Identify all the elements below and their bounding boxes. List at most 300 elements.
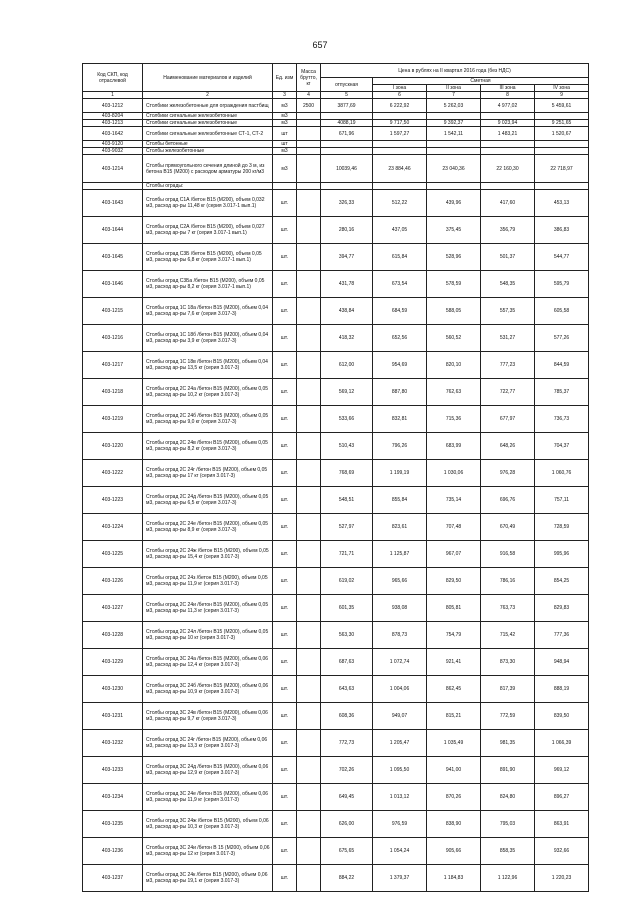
row-unit: м3 xyxy=(273,148,297,155)
header-zone4: IV зона xyxy=(535,85,589,92)
row-zone3-price: 795,03 xyxy=(481,811,535,838)
header-price-group: Цена в рублях на II квартал 2016 года (без НДС) xyxy=(321,64,589,78)
row-zone4-price xyxy=(535,148,589,155)
row-name: Столбы оград 1С 18в /бетон В15 (М200), объем 0,04 м3, расход ар-ры 13,5 кг (серия 3.017-3) xyxy=(143,352,273,379)
row-mass xyxy=(297,676,321,703)
row-zone4-price: 777,36 xyxy=(535,622,589,649)
row-zone2-price: 5 262,03 xyxy=(427,99,481,113)
row-zone3-price: 1 122,96 xyxy=(481,865,535,892)
row-mass xyxy=(297,155,321,183)
row-zone2-price: 820,10 xyxy=(427,352,481,379)
header-zone2: II зона xyxy=(427,85,481,92)
row-unit: шт. xyxy=(273,244,297,271)
row-zone3-price: 356,79 xyxy=(481,217,535,244)
row-zone1-price: 1 125,87 xyxy=(373,541,427,568)
row-release-price: 563,30 xyxy=(321,622,373,649)
row-release-price: 527,97 xyxy=(321,514,373,541)
table-row xyxy=(83,568,589,595)
row-zone2-price: 707,48 xyxy=(427,514,481,541)
row-code: 403-1236 xyxy=(83,838,143,865)
row-code: 403-1215 xyxy=(83,298,143,325)
row-zone1-price: 965,66 xyxy=(373,568,427,595)
row-zone3-price: 763,73 xyxy=(481,595,535,622)
row-mass xyxy=(297,217,321,244)
row-unit: шт. xyxy=(273,676,297,703)
row-unit: шт. xyxy=(273,352,297,379)
row-code: 403-1219 xyxy=(83,406,143,433)
row-zone1-price: 1 095,50 xyxy=(373,757,427,784)
column-number: 1 xyxy=(83,92,143,99)
row-mass xyxy=(297,141,321,148)
row-release-price: 10039,46 xyxy=(321,155,373,183)
table-row xyxy=(83,113,589,120)
row-release-price: 280,16 xyxy=(321,217,373,244)
row-zone2-price xyxy=(427,141,481,148)
row-unit: шт. xyxy=(273,433,297,460)
column-number: 8 xyxy=(481,92,535,99)
row-name: Столбы оград 2С 24е /бетон В15 (М200), объем 0,05 м3, расход ар-ры 8,9 кг (серия 3.017-3) xyxy=(143,514,273,541)
row-zone3-price: 976,28 xyxy=(481,460,535,487)
row-zone4-price: 995,96 xyxy=(535,541,589,568)
row-zone4-price: 888,19 xyxy=(535,676,589,703)
row-release-price: 626,00 xyxy=(321,811,373,838)
row-zone1-price: 832,81 xyxy=(373,406,427,433)
table-row xyxy=(83,127,589,141)
row-code: 403-1212 xyxy=(83,99,143,113)
column-number: 7 xyxy=(427,92,481,99)
row-release-price: 675,65 xyxy=(321,838,373,865)
row-code: 403-1217 xyxy=(83,352,143,379)
row-unit: шт. xyxy=(273,406,297,433)
row-zone3-price: 22 160,30 xyxy=(481,155,535,183)
row-release-price: 721,71 xyxy=(321,541,373,568)
row-zone3-price: 891,90 xyxy=(481,757,535,784)
row-zone3-price xyxy=(481,183,535,190)
row-release-price: 608,36 xyxy=(321,703,373,730)
row-name: Столбы оград 2С 24а /бетон В15 (М200), объем 0,05 м3, расход ар-ры 10,2 кг (серия 3.017-3) xyxy=(143,379,273,406)
row-zone1-price: 823,61 xyxy=(373,514,427,541)
table-row xyxy=(83,703,589,730)
row-code: 403-1213 xyxy=(83,120,143,127)
table-row xyxy=(83,325,589,352)
row-unit: шт. xyxy=(273,379,297,406)
row-code: 403-1230 xyxy=(83,676,143,703)
row-unit: шт. xyxy=(273,784,297,811)
row-name: Столбы прямоугольного сечения длиной до 3 м, из бетона В15 (М200) с расходом арматуры 200 кг/м3 xyxy=(143,155,273,183)
row-zone2-price: 9 392,37 xyxy=(427,120,481,127)
table-row xyxy=(83,649,589,676)
row-code: 403-1229 xyxy=(83,649,143,676)
table-row xyxy=(83,865,589,892)
row-zone3-price: 648,26 xyxy=(481,433,535,460)
row-release-price: 533,66 xyxy=(321,406,373,433)
row-code: 403-1231 xyxy=(83,703,143,730)
row-mass xyxy=(297,784,321,811)
row-zone1-price: 855,84 xyxy=(373,487,427,514)
row-unit: шт. xyxy=(273,217,297,244)
row-zone4-price: 969,12 xyxy=(535,757,589,784)
row-unit: шт. xyxy=(273,271,297,298)
row-unit: шт. xyxy=(273,622,297,649)
row-release-price: 548,51 xyxy=(321,487,373,514)
row-unit: шт. xyxy=(273,730,297,757)
row-zone4-price: 386,83 xyxy=(535,217,589,244)
row-zone3-price: 1 483,21 xyxy=(481,127,535,141)
row-zone2-price: 683,99 xyxy=(427,433,481,460)
row-zone4-price: 728,59 xyxy=(535,514,589,541)
row-unit: шт. xyxy=(273,460,297,487)
row-release-price: 687,63 xyxy=(321,649,373,676)
row-zone3-price: 981,35 xyxy=(481,730,535,757)
row-zone4-price: 595,79 xyxy=(535,271,589,298)
header-unit: Ед. изм xyxy=(273,64,297,92)
table-row xyxy=(83,190,589,217)
table-row xyxy=(83,298,589,325)
row-zone3-price: 531,27 xyxy=(481,325,535,352)
table-row xyxy=(83,460,589,487)
row-zone1-price: 23 884,46 xyxy=(373,155,427,183)
row-zone3-price: 722,77 xyxy=(481,379,535,406)
row-zone4-price: 704,37 xyxy=(535,433,589,460)
row-zone1-price: 1 013,12 xyxy=(373,784,427,811)
table-row xyxy=(83,352,589,379)
row-zone1-price: 1 199,19 xyxy=(373,460,427,487)
row-release-price: 569,12 xyxy=(321,379,373,406)
row-zone2-price xyxy=(427,113,481,120)
row-zone4-price: 1 066,39 xyxy=(535,730,589,757)
column-number: 2 xyxy=(143,92,273,99)
row-zone4-price: 5 459,61 xyxy=(535,99,589,113)
row-zone2-price: 805,81 xyxy=(427,595,481,622)
column-number: 5 xyxy=(321,92,373,99)
row-zone1-price: 796,26 xyxy=(373,433,427,460)
row-zone4-price xyxy=(535,183,589,190)
header-release: отпускная xyxy=(321,78,373,92)
row-zone2-price: 1 035,49 xyxy=(427,730,481,757)
row-code: 403-1232 xyxy=(83,730,143,757)
row-zone2-price: 815,21 xyxy=(427,703,481,730)
row-zone3-price: 858,35 xyxy=(481,838,535,865)
row-zone2-price: 862,45 xyxy=(427,676,481,703)
row-mass xyxy=(297,730,321,757)
table-row xyxy=(83,406,589,433)
row-release-price: 643,63 xyxy=(321,676,373,703)
row-code: 403-1216 xyxy=(83,325,143,352)
row-zone2-price: 735,14 xyxy=(427,487,481,514)
row-zone3-price: 417,60 xyxy=(481,190,535,217)
row-zone2-price: 829,50 xyxy=(427,568,481,595)
row-zone3-price: 670,49 xyxy=(481,514,535,541)
header-zone1: I зона xyxy=(373,85,427,92)
row-release-price: 438,84 xyxy=(321,298,373,325)
row-zone4-price: 844,59 xyxy=(535,352,589,379)
row-unit: м3 xyxy=(273,155,297,183)
header-estimate: Сметная xyxy=(373,78,589,85)
row-unit: шт. xyxy=(273,649,297,676)
row-zone2-price: 941,00 xyxy=(427,757,481,784)
row-name: Столбы оград 2С 24в /бетон В15 (М200), объем 0,05 м3, расход ар-ры 8,2 кг (серия 3.017-3) xyxy=(143,433,273,460)
row-mass xyxy=(297,120,321,127)
row-zone2-price: 921,41 xyxy=(427,649,481,676)
row-code: 403-9120 xyxy=(83,141,143,148)
row-name: Столбы оград 2С 24г /бетон В15 (М200), объем 0,05 м3, расход ар-ры 17 кг (серия 3.017-3) xyxy=(143,460,273,487)
row-zone2-price: 762,63 xyxy=(427,379,481,406)
row-release-price: 3877,69 xyxy=(321,99,373,113)
row-zone4-price: 577,26 xyxy=(535,325,589,352)
row-release-price xyxy=(321,183,373,190)
table-row xyxy=(83,183,589,190)
table-row xyxy=(83,541,589,568)
row-zone3-price: 873,30 xyxy=(481,649,535,676)
row-zone3-price: 772,59 xyxy=(481,703,535,730)
table-row xyxy=(83,120,589,127)
table-row xyxy=(83,379,589,406)
row-zone2-price: 1 184,83 xyxy=(427,865,481,892)
row-zone4-price xyxy=(535,141,589,148)
row-unit: шт. xyxy=(273,838,297,865)
row-zone4-price: 829,83 xyxy=(535,595,589,622)
row-code: 403-8204 xyxy=(83,113,143,120)
row-release-price: 418,32 xyxy=(321,325,373,352)
row-zone4-price: 544,77 xyxy=(535,244,589,271)
row-zone3-price: 677,97 xyxy=(481,406,535,433)
row-zone2-price: 1 542,11 xyxy=(427,127,481,141)
row-code: 403-1222 xyxy=(83,460,143,487)
row-name: Столбики сигнальные железобетонные xyxy=(143,120,273,127)
row-zone2-price: 870,26 xyxy=(427,784,481,811)
table-row xyxy=(83,784,589,811)
row-code: 403-9032 xyxy=(83,148,143,155)
row-name: Столбы оград 2С 24б /бетон В15 (М200), объем 0,05 м3, расход ар-ры 9,0 кг (серия 3.017-3) xyxy=(143,406,273,433)
row-mass xyxy=(297,622,321,649)
row-zone3-price: 715,42 xyxy=(481,622,535,649)
table-row xyxy=(83,838,589,865)
row-name: Столбы оград С2А /бетон В15 (М200), объем 0,027 м3, расход ар-ры 7 кг (серия 3.017-1 вып.1) xyxy=(143,217,273,244)
row-zone4-price: 948,94 xyxy=(535,649,589,676)
row-release-price: 394,77 xyxy=(321,244,373,271)
header-mass: Масса брутто, кг xyxy=(297,64,321,92)
row-zone3-price: 696,76 xyxy=(481,487,535,514)
row-unit: м3 xyxy=(273,99,297,113)
row-code: 403-1226 xyxy=(83,568,143,595)
row-zone4-price: 605,58 xyxy=(535,298,589,325)
row-code: 403-1234 xyxy=(83,784,143,811)
row-mass xyxy=(297,865,321,892)
row-zone2-price: 838,90 xyxy=(427,811,481,838)
table-row xyxy=(83,757,589,784)
row-code: 403-1214 xyxy=(83,155,143,183)
row-mass xyxy=(297,514,321,541)
row-name: Столбики сигнальные железобетонные xyxy=(143,113,273,120)
column-number: 3 xyxy=(273,92,297,99)
row-zone3-price: 557,35 xyxy=(481,298,535,325)
page-number: 657 xyxy=(312,40,328,50)
row-name: Столбы оград 3С 24б /бетон В15 (М200), объем 0,06 м3, расход ар-ры 10,9 кг (серия 3.017-3) xyxy=(143,676,273,703)
row-zone1-price: 673,54 xyxy=(373,271,427,298)
table-row xyxy=(83,271,589,298)
row-zone1-price: 9 717,50 xyxy=(373,120,427,127)
row-unit: шт. xyxy=(273,703,297,730)
row-zone3-price: 9 023,94 xyxy=(481,120,535,127)
row-zone3-price: 824,80 xyxy=(481,784,535,811)
row-code: 403-1224 xyxy=(83,514,143,541)
row-zone1-price: 1 054,24 xyxy=(373,838,427,865)
row-release-price: 4088,19 xyxy=(321,120,373,127)
row-zone1-price: 954,69 xyxy=(373,352,427,379)
row-unit: шт. xyxy=(273,541,297,568)
row-unit: шт. xyxy=(273,487,297,514)
row-name: Столбики сигнальные железобетонные СТ-1, СТ-2 xyxy=(143,127,273,141)
table-row xyxy=(83,217,589,244)
row-unit: шт. xyxy=(273,811,297,838)
row-code: 403-1645 xyxy=(83,244,143,271)
row-mass xyxy=(297,703,321,730)
row-mass xyxy=(297,757,321,784)
row-zone4-price: 453,13 xyxy=(535,190,589,217)
row-name: Столбы оград 3С 24а /бетон В15 (М200), объем 0,06 м3, расход ар-ры 12,4 кг (серия 3.017-3) xyxy=(143,649,273,676)
row-name: Столбы оград 3С 24е /бетон В15 (М200), объем 0,06 м3, расход ар-ры 11,9 кг (серия 3.017-3) xyxy=(143,784,273,811)
row-name: Столбы оград 3С 24и /бетон В 15 (М200), объем 0,06 м3, расход ар-ры 12 кг (серия 3.017-3) xyxy=(143,838,273,865)
row-zone1-price: 878,73 xyxy=(373,622,427,649)
table-row xyxy=(83,622,589,649)
row-release-price: 884,22 xyxy=(321,865,373,892)
row-name: Столбы оград 3С 24г /бетон В15 (М200), объем 0,06 м3, расход ар-ры 13,3 кг (серия 3.017-3) xyxy=(143,730,273,757)
row-zone4-price: 757,11 xyxy=(535,487,589,514)
row-zone3-price xyxy=(481,113,535,120)
row-zone2-price: 754,79 xyxy=(427,622,481,649)
row-zone1-price xyxy=(373,141,427,148)
row-release-price: 671,96 xyxy=(321,127,373,141)
row-mass xyxy=(297,325,321,352)
row-zone1-price: 615,84 xyxy=(373,244,427,271)
row-name: Столбики железобетонные для ограждения пастбищ xyxy=(143,99,273,113)
row-zone3-price: 786,16 xyxy=(481,568,535,595)
row-release-price: 619,02 xyxy=(321,568,373,595)
row-zone1-price: 949,07 xyxy=(373,703,427,730)
header-name: Наименование материалов и изделий xyxy=(143,64,273,92)
row-mass xyxy=(297,406,321,433)
row-zone1-price: 1 597,27 xyxy=(373,127,427,141)
row-zone2-price: 23 040,36 xyxy=(427,155,481,183)
row-zone1-price xyxy=(373,183,427,190)
table-row xyxy=(83,155,589,183)
table-row xyxy=(83,514,589,541)
row-unit: шт xyxy=(273,127,297,141)
row-zone1-price: 6 222,92 xyxy=(373,99,427,113)
row-zone3-price: 817,39 xyxy=(481,676,535,703)
row-mass xyxy=(297,541,321,568)
table-row xyxy=(83,244,589,271)
row-zone1-price: 437,05 xyxy=(373,217,427,244)
row-zone3-price xyxy=(481,148,535,155)
row-mass xyxy=(297,595,321,622)
row-mass xyxy=(297,190,321,217)
row-mass xyxy=(297,127,321,141)
row-zone2-price: 715,36 xyxy=(427,406,481,433)
row-mass xyxy=(297,183,321,190)
column-number: 4 xyxy=(297,92,321,99)
row-unit: м3 xyxy=(273,113,297,120)
row-zone3-price: 916,58 xyxy=(481,541,535,568)
row-zone1-price: 684,59 xyxy=(373,298,427,325)
row-code: 403-1644 xyxy=(83,217,143,244)
row-zone4-price: 22 718,97 xyxy=(535,155,589,183)
row-zone4-price: 785,37 xyxy=(535,379,589,406)
row-mass: 2500 xyxy=(297,99,321,113)
row-release-price xyxy=(321,141,373,148)
row-name: Столбы оград 2С 24з /бетон В15 (М200), объем 0,05 м3, расход ар-ры 11,9 кг (серия 3.017-3) xyxy=(143,568,273,595)
row-zone3-price: 4 977,02 xyxy=(481,99,535,113)
column-number-row xyxy=(83,92,589,99)
row-zone4-price: 896,27 xyxy=(535,784,589,811)
row-name: Столбы оград 2С 24л /бетон В15 (М200), объем 0,05 м3, расход ар-ры 10 кг (серия 3.017-3) xyxy=(143,622,273,649)
row-zone4-price: 932,66 xyxy=(535,838,589,865)
row-zone2-price: 439,96 xyxy=(427,190,481,217)
row-zone3-price xyxy=(481,141,535,148)
row-code: 403-1225 xyxy=(83,541,143,568)
column-number: 6 xyxy=(373,92,427,99)
row-name: Столбы оград 1С 18б /бетон В15 (М200), объем 0,04 м3, расход ар-ры 3,9 кг (серия 3.017-3) xyxy=(143,325,273,352)
row-code: 403-1218 xyxy=(83,379,143,406)
row-zone3-price: 777,23 xyxy=(481,352,535,379)
row-release-price: 326,33 xyxy=(321,190,373,217)
row-zone4-price: 1 060,76 xyxy=(535,460,589,487)
row-zone2-price: 588,05 xyxy=(427,298,481,325)
row-code: 403-1237 xyxy=(83,865,143,892)
price-table xyxy=(82,63,589,892)
row-name: Столбы оград 2С 24д /бетон В15 (М200), объем 0,05 м3, расход ар-ры 6,5 кг (серия 3.017-3) xyxy=(143,487,273,514)
row-release-price: 702,26 xyxy=(321,757,373,784)
row-zone1-price: 1 379,37 xyxy=(373,865,427,892)
row-unit: шт xyxy=(273,141,297,148)
row-mass xyxy=(297,487,321,514)
table-row xyxy=(83,433,589,460)
row-zone4-price: 854,25 xyxy=(535,568,589,595)
row-name: Столбы оград 2С 24и /бетон В15 (М200), объем 0,05 м3, расход ар-ры 11,3 кг (серия 3.017-3) xyxy=(143,595,273,622)
row-unit: шт. xyxy=(273,298,297,325)
column-number: 9 xyxy=(535,92,589,99)
row-zone1-price: 652,56 xyxy=(373,325,427,352)
row-mass xyxy=(297,649,321,676)
row-zone1-price: 512,22 xyxy=(373,190,427,217)
row-release-price: 649,45 xyxy=(321,784,373,811)
table-row xyxy=(83,141,589,148)
row-name: Столбы оград 3С 24д /бетон В15 (М200), объем 0,06 м3, расход ар-ры 12,9 кг (серия 3.017-3) xyxy=(143,757,273,784)
row-zone1-price xyxy=(373,148,427,155)
row-zone4-price: 1 520,67 xyxy=(535,127,589,141)
table-row xyxy=(83,730,589,757)
row-code: 403-1220 xyxy=(83,433,143,460)
row-zone3-price: 501,37 xyxy=(481,244,535,271)
row-zone1-price: 1 004,06 xyxy=(373,676,427,703)
row-zone2-price: 967,07 xyxy=(427,541,481,568)
row-unit: шт. xyxy=(273,568,297,595)
row-zone3-price: 548,35 xyxy=(481,271,535,298)
row-release-price xyxy=(321,148,373,155)
row-unit: шт. xyxy=(273,757,297,784)
row-zone2-price: 528,96 xyxy=(427,244,481,271)
row-zone2-price: 578,59 xyxy=(427,271,481,298)
row-mass xyxy=(297,148,321,155)
row-unit: шт. xyxy=(273,514,297,541)
row-mass xyxy=(297,244,321,271)
row-release-price: 601,35 xyxy=(321,595,373,622)
header-zone3: III зона xyxy=(481,85,535,92)
table-row xyxy=(83,148,589,155)
row-zone4-price: 9 251,65 xyxy=(535,120,589,127)
row-release-price: 431,78 xyxy=(321,271,373,298)
row-name: Столбы ограды: xyxy=(143,183,273,190)
